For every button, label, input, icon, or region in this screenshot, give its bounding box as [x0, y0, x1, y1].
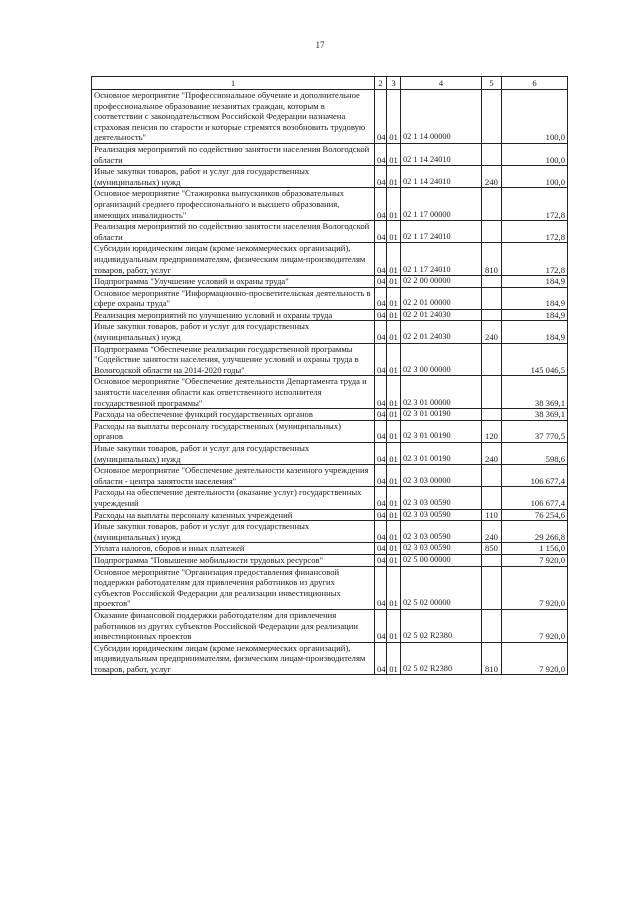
row-section-cell: 04: [375, 609, 387, 642]
row-name-cell: Основное мероприятие "Профессиональное обучение и дополнительное профессиональное образование незанятых граждан, которым в соответствии с законодательством Российской Федерации назначена страховая пенсия по старости и которые стремятся возобновить трудовую деятельность": [92, 90, 375, 144]
row-subsection-cell: 01: [387, 642, 401, 675]
row-amount-cell: 7 920,0: [502, 642, 568, 675]
row-target-item-cell: 02 1 14 24010: [401, 143, 482, 165]
row-expense-type-cell: [482, 409, 502, 421]
row-name-cell: Иные закупки товаров, работ и услуг для государственных (муниципальных) нужд: [92, 166, 375, 188]
row-target-item-cell: 02 3 03 00590: [401, 543, 482, 555]
row-name-cell: Расходы на обеспечение деятельности (оказание услуг) государственных учреждений: [92, 487, 375, 509]
row-expense-type-cell: 240: [482, 166, 502, 188]
row-name-cell: Основное мероприятие "Организация предоставления финансовой поддержки работодателям для привлечения работников из других субъектов Российской Федерации для реализации инвестиционных проектов": [92, 566, 375, 609]
row-expense-type-cell: [482, 276, 502, 288]
row-name-cell: Иные закупки товаров, работ и услуг для государственных (муниципальных) нужд: [92, 521, 375, 543]
table-row: [92, 287, 568, 309]
row-amount-cell: 184,9: [502, 321, 568, 343]
row-target-item-cell: 02 1 17 24010: [401, 243, 482, 276]
table-row: [92, 409, 568, 421]
row-subsection-cell: 01: [387, 465, 401, 487]
row-target-item-cell: 02 3 01 00190: [401, 420, 482, 442]
table-row: [92, 521, 568, 543]
table-row: [92, 465, 568, 487]
table-row: [92, 221, 568, 243]
row-name-cell: Основное мероприятие "Стажировка выпускников образовательных организаций среднего профессионального и высшего образования, имеющих инвалидность": [92, 188, 375, 221]
row-subsection-cell: 01: [387, 554, 401, 566]
row-subsection-cell: 01: [387, 509, 401, 521]
row-subsection-cell: 01: [387, 309, 401, 321]
row-expense-type-cell: 240: [482, 443, 502, 465]
row-amount-cell: 184,9: [502, 309, 568, 321]
row-target-item-cell: 02 5 00 00000: [401, 554, 482, 566]
row-target-item-cell: 02 1 14 00000: [401, 90, 482, 144]
row-target-item-cell: 02 2 01 24030: [401, 321, 482, 343]
row-section-cell: 04: [375, 143, 387, 165]
row-target-item-cell: 02 1 17 24010: [401, 221, 482, 243]
row-target-item-cell: 02 3 01 00190: [401, 443, 482, 465]
row-subsection-cell: 01: [387, 143, 401, 165]
row-section-cell: 04: [375, 243, 387, 276]
row-section-cell: 04: [375, 420, 387, 442]
row-amount-cell: 29 266,8: [502, 521, 568, 543]
row-expense-type-cell: [482, 376, 502, 409]
table-row: [92, 309, 568, 321]
row-amount-cell: 100,0: [502, 90, 568, 144]
row-amount-cell: 184,9: [502, 276, 568, 288]
row-subsection-cell: 01: [387, 243, 401, 276]
header-cell-target-item: 4: [401, 77, 482, 90]
row-section-cell: 04: [375, 276, 387, 288]
row-target-item-cell: 02 5 02 00000: [401, 566, 482, 609]
row-target-item-cell: 02 3 01 00000: [401, 376, 482, 409]
row-target-item-cell: 02 1 14 24010: [401, 166, 482, 188]
table-row: [92, 509, 568, 521]
row-amount-cell: 7 920,0: [502, 554, 568, 566]
header-cell-amount: 6: [502, 77, 568, 90]
row-expense-type-cell: 110: [482, 509, 502, 521]
row-amount-cell: 598,6: [502, 443, 568, 465]
row-expense-type-cell: 810: [482, 642, 502, 675]
row-name-cell: Оказание финансовой поддержки работодателям для привлечения работников из других субъектов Российской Федерации для реализации инвестиционных проектов: [92, 609, 375, 642]
row-expense-type-cell: 120: [482, 420, 502, 442]
row-subsection-cell: 01: [387, 343, 401, 376]
row-target-item-cell: 02 5 02 R2380: [401, 642, 482, 675]
row-section-cell: 04: [375, 554, 387, 566]
row-target-item-cell: 02 3 03 00000: [401, 465, 482, 487]
row-subsection-cell: 01: [387, 566, 401, 609]
table-row: [92, 90, 568, 144]
row-name-cell: Иные закупки товаров, работ и услуг для государственных (муниципальных) нужд: [92, 321, 375, 343]
row-expense-type-cell: [482, 221, 502, 243]
row-target-item-cell: 02 3 03 00590: [401, 509, 482, 521]
row-amount-cell: 106 677,4: [502, 465, 568, 487]
row-expense-type-cell: [482, 143, 502, 165]
row-section-cell: 04: [375, 309, 387, 321]
row-subsection-cell: 01: [387, 521, 401, 543]
row-name-cell: Основное мероприятие "Обеспечение деятельности Департамента труда и занятости населения области как ответственного исполнителя государственной программы": [92, 376, 375, 409]
row-amount-cell: 38 369,1: [502, 376, 568, 409]
row-target-item-cell: 02 3 01 00190: [401, 409, 482, 421]
row-name-cell: Расходы на выплаты персоналу государственных (муниципальных) органов: [92, 420, 375, 442]
row-target-item-cell: 02 2 00 00000: [401, 276, 482, 288]
row-section-cell: 04: [375, 188, 387, 221]
row-section-cell: 04: [375, 90, 387, 144]
table-row: [92, 566, 568, 609]
row-target-item-cell: 02 5 02 R2380: [401, 609, 482, 642]
row-amount-cell: 37 770,5: [502, 420, 568, 442]
row-expense-type-cell: [482, 566, 502, 609]
row-subsection-cell: 01: [387, 90, 401, 144]
row-amount-cell: 76 254,6: [502, 509, 568, 521]
row-amount-cell: 106 677,4: [502, 487, 568, 509]
row-section-cell: 04: [375, 409, 387, 421]
row-section-cell: 04: [375, 642, 387, 675]
row-section-cell: 04: [375, 376, 387, 409]
row-name-cell: Подпрограмма "Обеспечение реализации государственной программы "Содействие занятости населения, улучшение условий и охраны труда в Вологодской области на 2014-2020 годы": [92, 343, 375, 376]
row-name-cell: Уплата налогов, сборов и иных платежей: [92, 543, 375, 555]
table-row: [92, 487, 568, 509]
row-subsection-cell: 01: [387, 609, 401, 642]
row-amount-cell: 100,0: [502, 143, 568, 165]
table-row: [92, 166, 568, 188]
row-expense-type-cell: [482, 609, 502, 642]
row-expense-type-cell: [482, 309, 502, 321]
row-expense-type-cell: [482, 188, 502, 221]
row-section-cell: 04: [375, 343, 387, 376]
row-subsection-cell: 01: [387, 543, 401, 555]
row-expense-type-cell: [482, 487, 502, 509]
row-subsection-cell: 01: [387, 409, 401, 421]
header-cell-section: 2: [375, 77, 387, 90]
page-number: 17: [315, 40, 325, 50]
row-section-cell: 04: [375, 321, 387, 343]
table-row: [92, 642, 568, 675]
table-row: [92, 321, 568, 343]
budget-table: [91, 76, 568, 675]
row-subsection-cell: 01: [387, 321, 401, 343]
table-header-row: [92, 77, 568, 90]
table-row: [92, 343, 568, 376]
row-amount-cell: 38 369,1: [502, 409, 568, 421]
row-amount-cell: 172,8: [502, 188, 568, 221]
row-name-cell: Реализация мероприятий по содействию занятости населения Вологодской области: [92, 143, 375, 165]
row-section-cell: 04: [375, 543, 387, 555]
row-name-cell: Реализация мероприятий по улучшению условий и охраны труда: [92, 309, 375, 321]
row-section-cell: 04: [375, 443, 387, 465]
row-section-cell: 04: [375, 221, 387, 243]
row-name-cell: Основное мероприятие "Обеспечение деятельности казенного учреждения области - центра занятости населения": [92, 465, 375, 487]
table-row: [92, 243, 568, 276]
row-name-cell: Субсидии юридическим лицам (кроме некоммерческих организаций), индивидуальным предпринимателям, физическим лицам-производителям товаров, работ, услуг: [92, 642, 375, 675]
row-section-cell: 04: [375, 566, 387, 609]
row-subsection-cell: 01: [387, 166, 401, 188]
row-expense-type-cell: 240: [482, 521, 502, 543]
table-row: [92, 609, 568, 642]
row-subsection-cell: 01: [387, 443, 401, 465]
row-amount-cell: 172,8: [502, 243, 568, 276]
row-section-cell: 04: [375, 487, 387, 509]
row-expense-type-cell: 240: [482, 321, 502, 343]
row-section-cell: 04: [375, 287, 387, 309]
row-expense-type-cell: 850: [482, 543, 502, 555]
row-subsection-cell: 01: [387, 376, 401, 409]
row-name-cell: Расходы на обеспечение функций государственных органов: [92, 409, 375, 421]
row-expense-type-cell: [482, 90, 502, 144]
row-subsection-cell: 01: [387, 487, 401, 509]
row-amount-cell: 172,8: [502, 221, 568, 243]
row-subsection-cell: 01: [387, 287, 401, 309]
row-expense-type-cell: [482, 343, 502, 376]
row-expense-type-cell: [482, 465, 502, 487]
row-amount-cell: 1 156,0: [502, 543, 568, 555]
table-row: [92, 143, 568, 165]
row-name-cell: Подпрограмма "Улучшение условий и охраны труда": [92, 276, 375, 288]
header-cell-name: 1: [92, 77, 375, 90]
row-subsection-cell: 01: [387, 276, 401, 288]
row-amount-cell: 145 046,5: [502, 343, 568, 376]
row-section-cell: 04: [375, 465, 387, 487]
row-amount-cell: 184,9: [502, 287, 568, 309]
row-subsection-cell: 01: [387, 221, 401, 243]
table-row: [92, 443, 568, 465]
row-name-cell: Расходы на выплаты персоналу казенных учреждений: [92, 509, 375, 521]
row-subsection-cell: 01: [387, 188, 401, 221]
row-target-item-cell: 02 3 03 00590: [401, 521, 482, 543]
row-name-cell: Подпрограмма "Повышение мобильности трудовых ресурсов": [92, 554, 375, 566]
table-row: [92, 420, 568, 442]
header-cell-expense-type: 5: [482, 77, 502, 90]
row-name-cell: Иные закупки товаров, работ и услуг для государственных (муниципальных) нужд: [92, 443, 375, 465]
row-expense-type-cell: [482, 287, 502, 309]
table-row: [92, 554, 568, 566]
table-row: [92, 276, 568, 288]
row-target-item-cell: 02 3 00 00000: [401, 343, 482, 376]
row-amount-cell: 7 920,0: [502, 566, 568, 609]
row-amount-cell: 7 920,0: [502, 609, 568, 642]
row-section-cell: 04: [375, 521, 387, 543]
row-name-cell: Основное мероприятие "Информационно-просветительская деятельность в сфере охраны труда": [92, 287, 375, 309]
header-cell-subsection: 3: [387, 77, 401, 90]
row-name-cell: Реализация мероприятий по содействию занятости населения Вологодской области: [92, 221, 375, 243]
row-target-item-cell: 02 3 03 00590: [401, 487, 482, 509]
row-target-item-cell: 02 2 01 24030: [401, 309, 482, 321]
row-target-item-cell: 02 2 01 00000: [401, 287, 482, 309]
table-row: [92, 376, 568, 409]
row-expense-type-cell: [482, 554, 502, 566]
table-row: [92, 188, 568, 221]
row-expense-type-cell: 810: [482, 243, 502, 276]
table-row: [92, 543, 568, 555]
row-section-cell: 04: [375, 166, 387, 188]
row-name-cell: Субсидии юридическим лицам (кроме некоммерческих организаций), индивидуальным предпринимателям, физическим лицам-производителям товаров, работ, услуг: [92, 243, 375, 276]
row-amount-cell: 100,0: [502, 166, 568, 188]
row-section-cell: 04: [375, 509, 387, 521]
row-target-item-cell: 02 1 17 00000: [401, 188, 482, 221]
row-subsection-cell: 01: [387, 420, 401, 442]
